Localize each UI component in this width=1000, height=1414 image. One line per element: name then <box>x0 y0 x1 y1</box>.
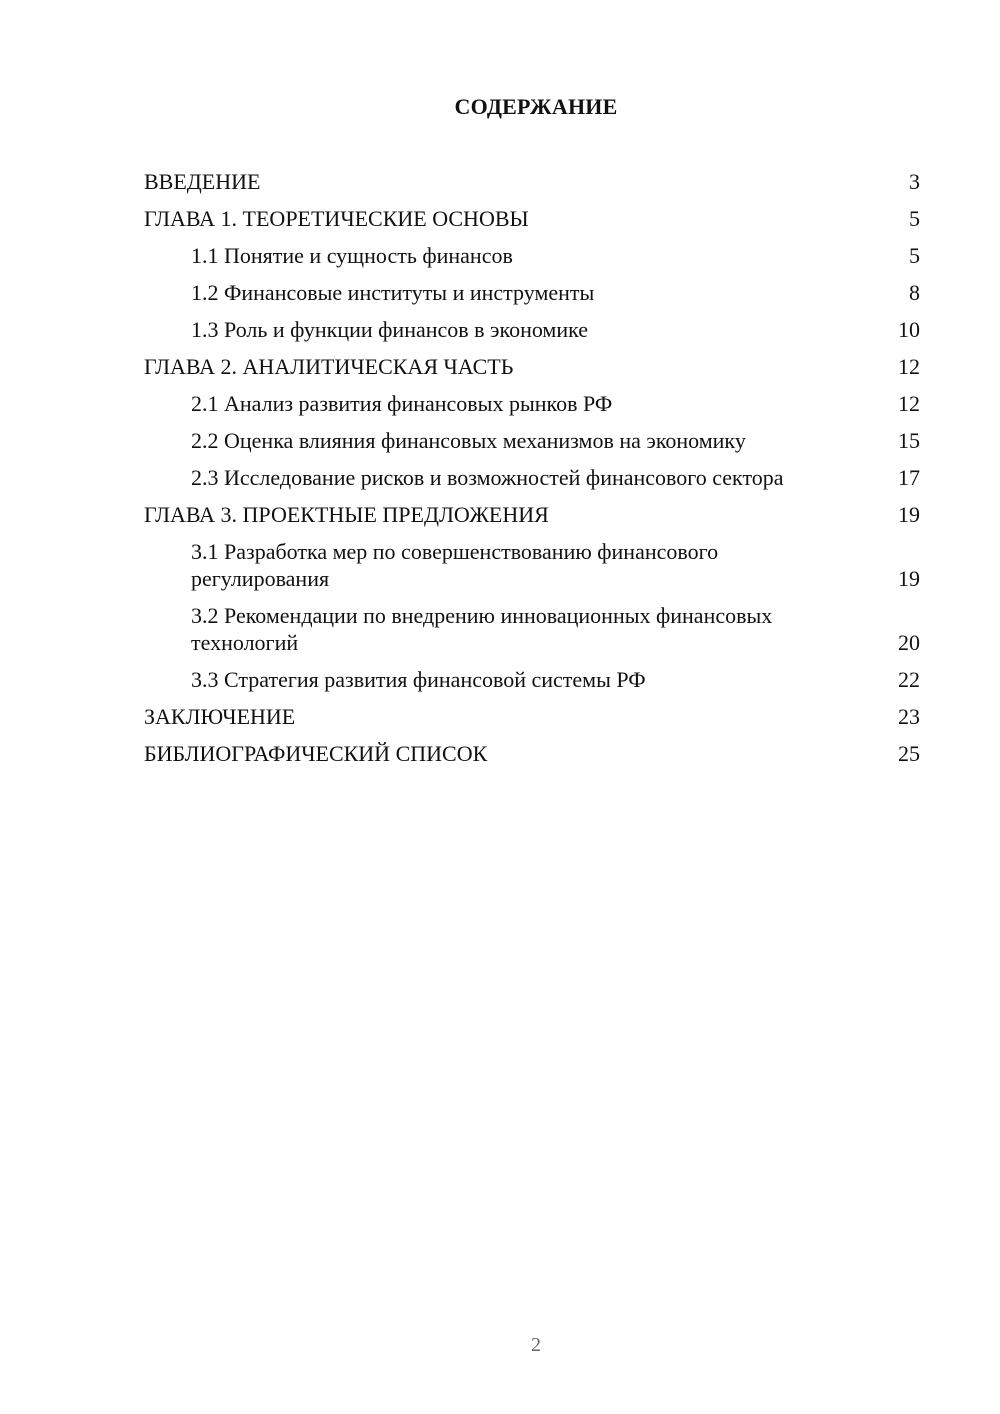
toc-entry-section-2-3[interactable] <box>144 464 920 491</box>
toc-entry-label: ГЛАВА 1. ТЕОРЕТИЧЕСКИЕ ОСНОВЫ <box>144 206 529 231</box>
table-of-contents <box>144 168 920 777</box>
toc-entry-label: 2.2 Оценка влияния финансовых механизмов на экономику <box>191 428 746 453</box>
toc-entry-section-1-3[interactable] <box>144 316 920 343</box>
toc-entry-page: 15 <box>898 428 920 453</box>
toc-entry-label: 3.2 Рекомендации по внедрению инновационных финансовых технологий <box>191 603 773 655</box>
toc-entry-label: 1.1 Понятие и сущность финансов <box>191 243 513 268</box>
toc-entry-section-2-2[interactable] <box>144 427 920 454</box>
toc-entry-label: 1.2 Финансовые институты и инструменты <box>191 280 595 305</box>
toc-entry-page: 20 <box>898 630 920 655</box>
toc-entry-label: 3.1 Разработка мер по совершенствованию финансового регулирования <box>191 539 719 591</box>
toc-entry-introduction[interactable] <box>144 168 920 195</box>
toc-entry-page: 12 <box>898 391 920 416</box>
toc-entry-label: ГЛАВА 2. АНАЛИТИЧЕСКАЯ ЧАСТЬ <box>144 354 514 379</box>
toc-entry-chapter-3[interactable] <box>144 501 920 528</box>
toc-entry-section-3-3[interactable] <box>144 666 920 693</box>
toc-entry-chapter-2[interactable] <box>144 353 920 380</box>
toc-entry-conclusion[interactable] <box>144 703 920 730</box>
toc-entry-section-1-2[interactable] <box>144 279 920 306</box>
page-title: СОДЕРЖАНИЕ <box>454 94 618 119</box>
toc-entry-label: 3.3 Стратегия развития финансовой системы РФ <box>191 667 646 692</box>
toc-entry-page: 5 <box>909 243 920 268</box>
toc-entry-page: 10 <box>898 317 920 342</box>
toc-entry-page: 19 <box>898 566 920 591</box>
toc-entry-section-3-2[interactable] <box>144 602 920 656</box>
toc-entry-page: 22 <box>898 667 920 692</box>
toc-entry-label: ЗАКЛЮЧЕНИЕ <box>144 704 296 729</box>
toc-entry-page: 5 <box>909 206 920 231</box>
toc-entry-section-2-1[interactable] <box>144 390 920 417</box>
toc-entry-section-1-1[interactable] <box>144 242 920 269</box>
toc-entry-label: 1.3 Роль и функции финансов в экономике <box>191 317 589 342</box>
toc-entry-page: 17 <box>898 465 920 490</box>
toc-entry-label: 2.3 Исследование рисков и возможностей финансового сектора <box>191 465 784 490</box>
toc-entry-page: 3 <box>909 169 920 194</box>
toc-entry-label: ВВЕДЕНИЕ <box>144 169 261 194</box>
toc-entry-section-3-1[interactable] <box>144 538 920 592</box>
toc-entry-label: 2.1 Анализ развития финансовых рынков РФ <box>191 391 613 416</box>
toc-entry-page: 19 <box>898 502 920 527</box>
toc-entry-label: ГЛАВА 3. ПРОЕКТНЫЕ ПРЕДЛОЖЕНИЯ <box>144 502 549 527</box>
toc-entry-chapter-1[interactable] <box>144 205 920 232</box>
toc-entry-bibliography[interactable] <box>144 740 920 767</box>
toc-entry-page: 23 <box>898 704 920 729</box>
page-number: 2 <box>531 1334 541 1356</box>
toc-entry-label: БИБЛИОГРАФИЧЕСКИЙ СПИСОК <box>144 741 488 766</box>
toc-entry-page: 8 <box>909 280 920 305</box>
toc-entry-page: 12 <box>898 354 920 379</box>
toc-entry-page: 25 <box>898 741 920 766</box>
